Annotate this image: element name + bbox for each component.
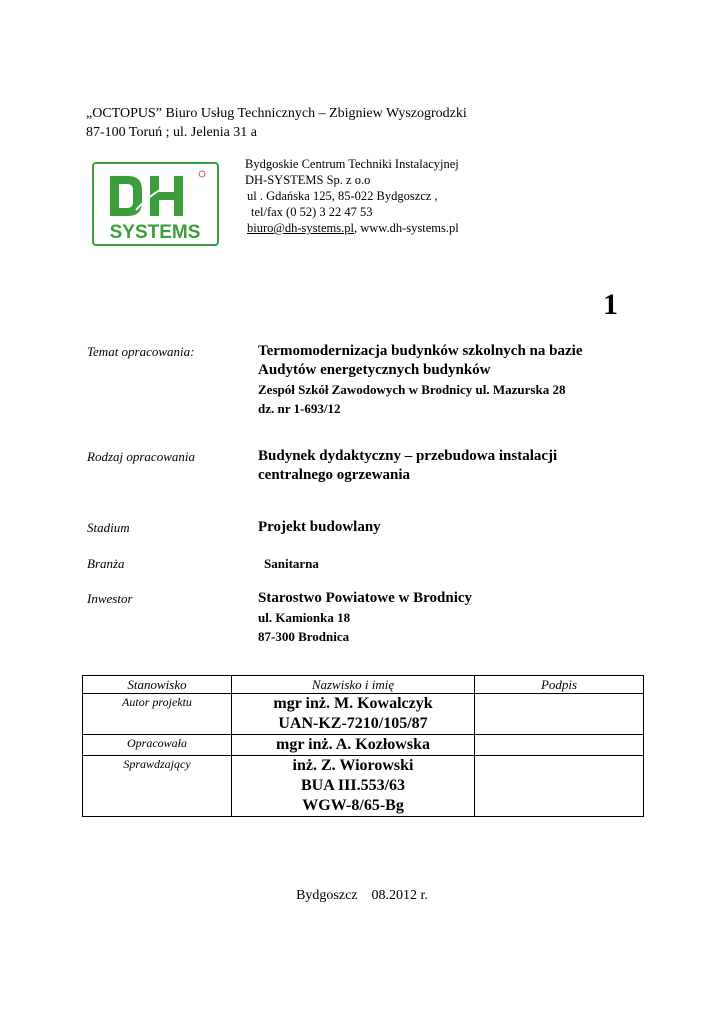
topic-line: Termomodernizacja budynków szkolnych na bazie <box>258 343 583 359</box>
kind-label: Rodzaj opracowania <box>87 449 195 464</box>
signature-table <box>82 675 644 817</box>
header-position: Stanowisko <box>83 676 232 694</box>
name-cell <box>232 756 475 817</box>
svg-text:SYSTEMS: SYSTEMS <box>109 222 201 243</box>
table-header-row <box>83 676 644 694</box>
person-name: inż. Z. Wiorowski <box>292 757 414 774</box>
company-info <box>245 156 459 236</box>
investor-label: Inwestor <box>87 591 133 606</box>
place-date: Bydgoszcz 08.2012 r. <box>296 888 428 903</box>
person-license: UAN-KZ-7210/105/87 <box>278 715 428 732</box>
volume-number: 1 <box>603 288 618 321</box>
topic-line: dz. nr 1-693/12 <box>258 401 341 416</box>
role-cell: Autor projektu <box>83 694 232 735</box>
name-cell <box>232 735 475 756</box>
role-cell: Sprawdzający <box>83 756 232 817</box>
topic-value <box>258 342 582 418</box>
company-email-link[interactable]: biuro@dh-systems.pl <box>247 221 354 235</box>
company-contact <box>245 220 459 236</box>
stage-value: Projekt budowlany <box>258 519 381 535</box>
header-name: Nazwisko i imię <box>232 676 475 694</box>
topic-line: Zespół Szkół Zawodowych w Brodnicy ul. Mazurska 28 <box>258 382 566 397</box>
kind-value <box>258 447 557 485</box>
person-name: mgr inż. A. Kozłowska <box>276 736 430 753</box>
office-address: 87-100 Toruń ; ul. Jelenia 31 a <box>86 125 258 140</box>
table-row <box>83 735 644 756</box>
investor-line: ul. Kamionka 18 <box>258 610 351 625</box>
company-website: , www.dh-systems.pl <box>354 221 459 235</box>
person-name: mgr inż. M. Kowalczyk <box>273 695 433 712</box>
header-signature: Podpis <box>475 676 644 694</box>
stage-label: Stadium <box>87 520 130 535</box>
signature-cell <box>475 694 644 735</box>
table-row <box>83 756 644 817</box>
table-row <box>83 694 644 735</box>
company-address: ul . Gdańska 125, 85-022 Bydgoszcz , <box>247 189 438 203</box>
kind-line: Budynek dydaktyczny – przebudowa instalacji <box>258 448 558 464</box>
dh-systems-logo <box>92 162 219 246</box>
investor-line: Starostwo Powiatowe w Brodnicy <box>258 590 473 606</box>
company-legal-name: DH-SYSTEMS Sp. z o.o <box>245 173 371 187</box>
company-phone: tel/fax (0 52) 3 22 47 53 <box>251 205 373 219</box>
office-header <box>86 104 467 142</box>
role-cell: Opracowała <box>83 735 232 756</box>
signature-cell <box>475 735 644 756</box>
dh-systems-logo-icon <box>92 162 219 246</box>
office-name: „OCTOPUS” Biuro Usług Technicznych – Zbigniew Wyszogrodzki <box>86 106 467 121</box>
investor-line: 87-300 Brodnica <box>258 629 350 644</box>
topic-line: Audytów energetycznych budynków <box>258 362 491 378</box>
person-license: WGW-8/65-Bg <box>302 797 404 814</box>
name-cell <box>232 694 475 735</box>
branch-label: Branża <box>87 556 125 571</box>
signature-cell <box>475 756 644 817</box>
company-name: Bydgoskie Centrum Techniki Instalacyjnej <box>245 157 459 171</box>
investor-value <box>258 589 472 646</box>
kind-line: centralnego ogrzewania <box>258 467 411 483</box>
topic-label: Temat opracowania: <box>87 344 195 359</box>
person-license: BUA III.553/63 <box>300 777 406 794</box>
branch-value: Sanitarna <box>264 556 319 571</box>
